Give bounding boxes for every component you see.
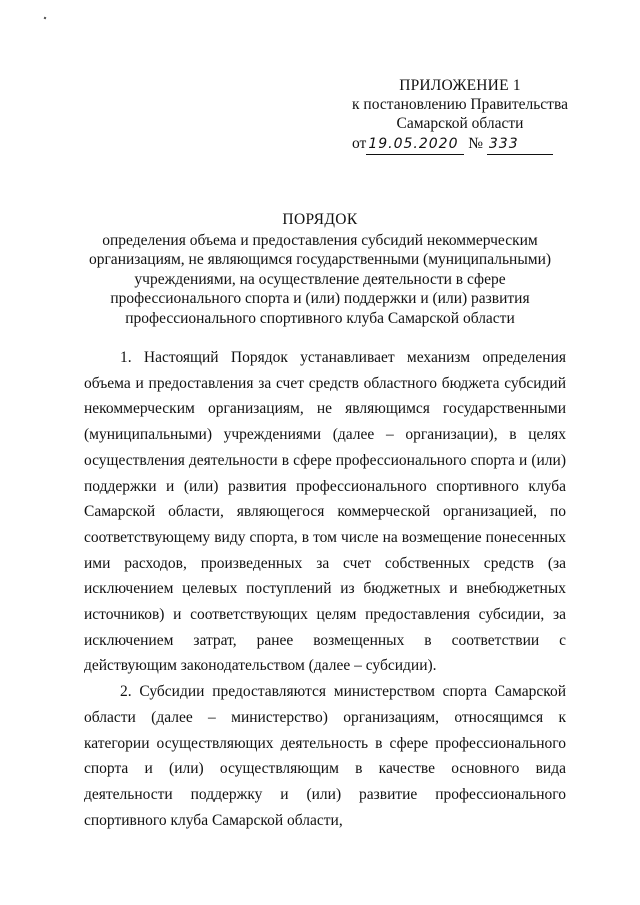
annex-line-1: к постановлению Правительства [352, 96, 568, 113]
paragraph-1: 1. Настоящий Порядок устанавливает механизм определения объема и предоставления за счет средств областного бюджета субсидий некоммерческим организациям, не являющимся государственными (муниципальными) учреждениями (далее – организации), в целях осуществления деятельности в сфере профессионального спорта и (или) поддержки и (или) развития профессионального спортивного клуба Самарской области, являющегося коммерческой организацией, по соответствующему виду спорта, в том числе на возмещение понесенных ими расходов, произведенных за счет собственных средств (за исключением целевых поступлений из бюджетных и внебюджетных источников) и соответствующих целям предоставления субсидии, за исключением затрат, ранее возмещенных в соответствии с действующим законодательством (далее – субсидии). [84, 349, 566, 675]
number-prefix: № [468, 135, 483, 152]
scan-speck [44, 17, 47, 20]
handwritten-date: 19.05.2020 [366, 135, 464, 155]
annex-title: ПРИЛОЖЕНИЕ 1 [399, 77, 521, 94]
annex-header [330, 76, 590, 155]
subtitle-line: профессионального спортивного клуба Самарской области [125, 309, 515, 327]
handwritten-number: 333 [487, 135, 553, 155]
annex-line-2: Самарской области [396, 115, 524, 132]
subtitle-line: профессионального спорта и (или) поддержки и (или) развития [110, 290, 530, 307]
date-prefix: от [352, 135, 367, 152]
document-body [84, 345, 566, 833]
document-heading: ПОРЯДОК [282, 211, 358, 228]
subtitle-line: учреждениями, на осуществление деятельности в сфере [134, 270, 506, 288]
paragraph-2: 2. Субсидии предоставляются министерством спорта Самарской области (далее – министерство) организациям, относящимся к категории осуществляющих деятельность в сфере профессионального спорта и (или) осуществляющим в качестве основного вида деятельности поддержку и (или) развитие профессионального спортивного клуба Самарской области, [84, 683, 566, 829]
document-title-block [60, 210, 580, 328]
subtitle-line: определения объема и предоставления субсидий некоммерческим [102, 231, 538, 249]
annex-date-line [330, 134, 590, 155]
subtitle-line: организациям, не являющимся государственными (муниципальными) [88, 251, 552, 268]
